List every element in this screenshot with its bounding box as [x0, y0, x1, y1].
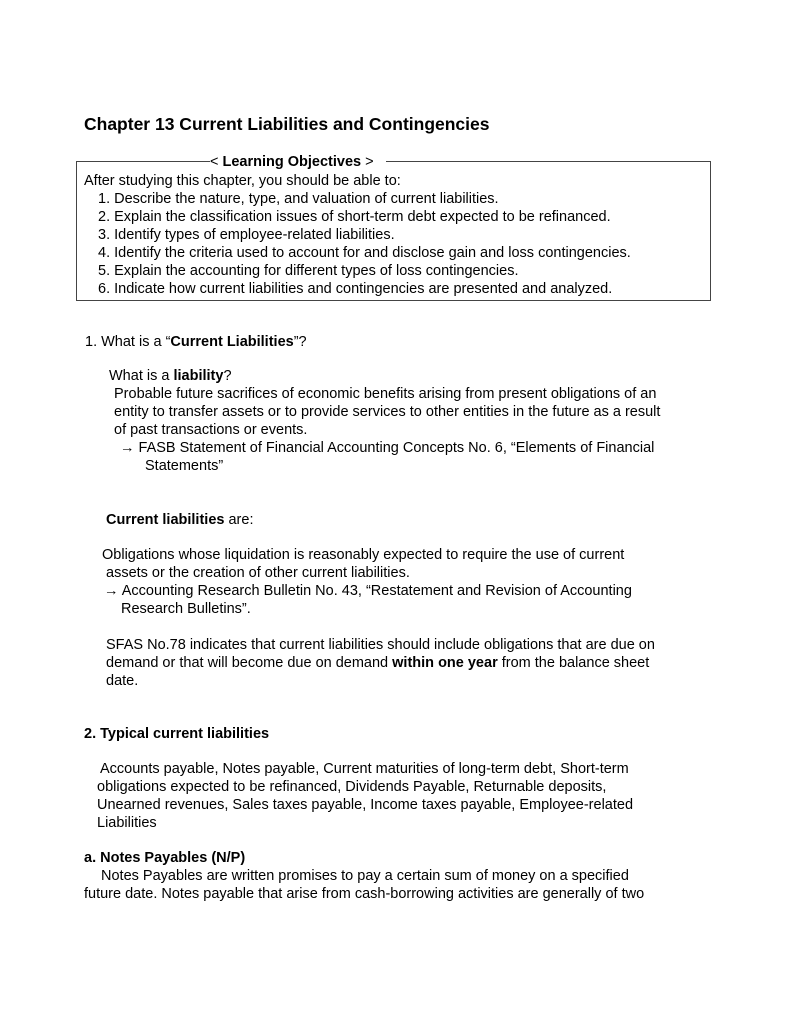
typical-liabilities-rest: obligations expected to be refinanced, Dividends Payable, Returnable deposits, Unearned revenues, Sales taxes payable, Income taxes payable, Employee-related Liabilities: [97, 779, 634, 831]
arb-reference: → Accounting Research Bulletin No. 43, “Restatement and Revision of Accounting: [104, 583, 632, 599]
title-left-bracket: <: [210, 154, 219, 170]
current-liabilities-heading: Current liabilities are:: [106, 512, 254, 528]
objective-item: 5. Explain the accounting for different types of loss contingencies.: [98, 263, 519, 279]
section2-heading: 2. Typical current liabilities: [84, 726, 270, 742]
obligations-line1: Obligations whose liquidation is reasonably expected to require the use of current: [102, 547, 625, 563]
fasb-reference: → FASB Statement of Financial Accounting Concepts No. 6, “Elements of Financial: [120, 440, 655, 456]
objective-item: 2. Explain the classification issues of short-term debt expected to be refinanced.: [98, 209, 611, 225]
arrow-right-icon: →: [120, 440, 135, 456]
liability-question: What is a liability?: [109, 368, 232, 384]
notes-payables-heading: a. Notes Payables (N/P): [84, 850, 246, 866]
chapter-title: Chapter 13 Current Liabilities and Contingencies: [84, 114, 490, 134]
fasb-reference-cont: Statements”: [145, 458, 224, 474]
obligations-line2: assets or the creation of other current liabilities.: [106, 565, 410, 581]
title-right-bracket: >: [365, 154, 374, 170]
section1-question: 1. What is a “Current Liabilities”?: [85, 334, 307, 350]
learning-objectives-title: [210, 153, 374, 171]
sfas-paragraph: SFAS No.78 indicates that current liabilities should include obligations that are due on demand or that will become due on demand within one year from the balance sheet date.: [106, 637, 655, 689]
objective-item: 6. Indicate how current liabilities and contingencies are presented and analyzed.: [98, 281, 613, 297]
notes-payables-line1: Notes Payables are written promises to pay a certain sum of money on a specified: [101, 868, 629, 884]
objective-item: 4. Identify the criteria used to account for and disclose gain and loss contingencies.: [98, 245, 631, 261]
objectives-intro: After studying this chapter, you should be able to:: [84, 173, 401, 189]
typical-liabilities-line1: Accounts payable, Notes payable, Current maturities of long-term debt, Short-term: [100, 761, 629, 777]
objective-item: 3. Identify types of employee-related liabilities.: [98, 227, 395, 243]
arrow-right-icon: →: [104, 583, 119, 599]
objectives-top-border-left: [76, 161, 210, 162]
title-text: Learning Objectives: [222, 154, 362, 170]
liability-definition: Probable future sacrifices of economic benefits arising from present obligations of an entity to transfer assets or to provide services to other entities in the future as a result of past transactions or events.: [114, 386, 661, 438]
objective-item: 1. Describe the nature, type, and valuation of current liabilities.: [98, 191, 499, 207]
notes-payables-line2: future date. Notes payable that arise from cash-borrowing activities are generally of two: [84, 886, 645, 902]
objectives-list: [98, 190, 631, 298]
arb-reference-cont: Research Bulletins”.: [121, 601, 251, 617]
objectives-top-border-right: [386, 161, 711, 162]
